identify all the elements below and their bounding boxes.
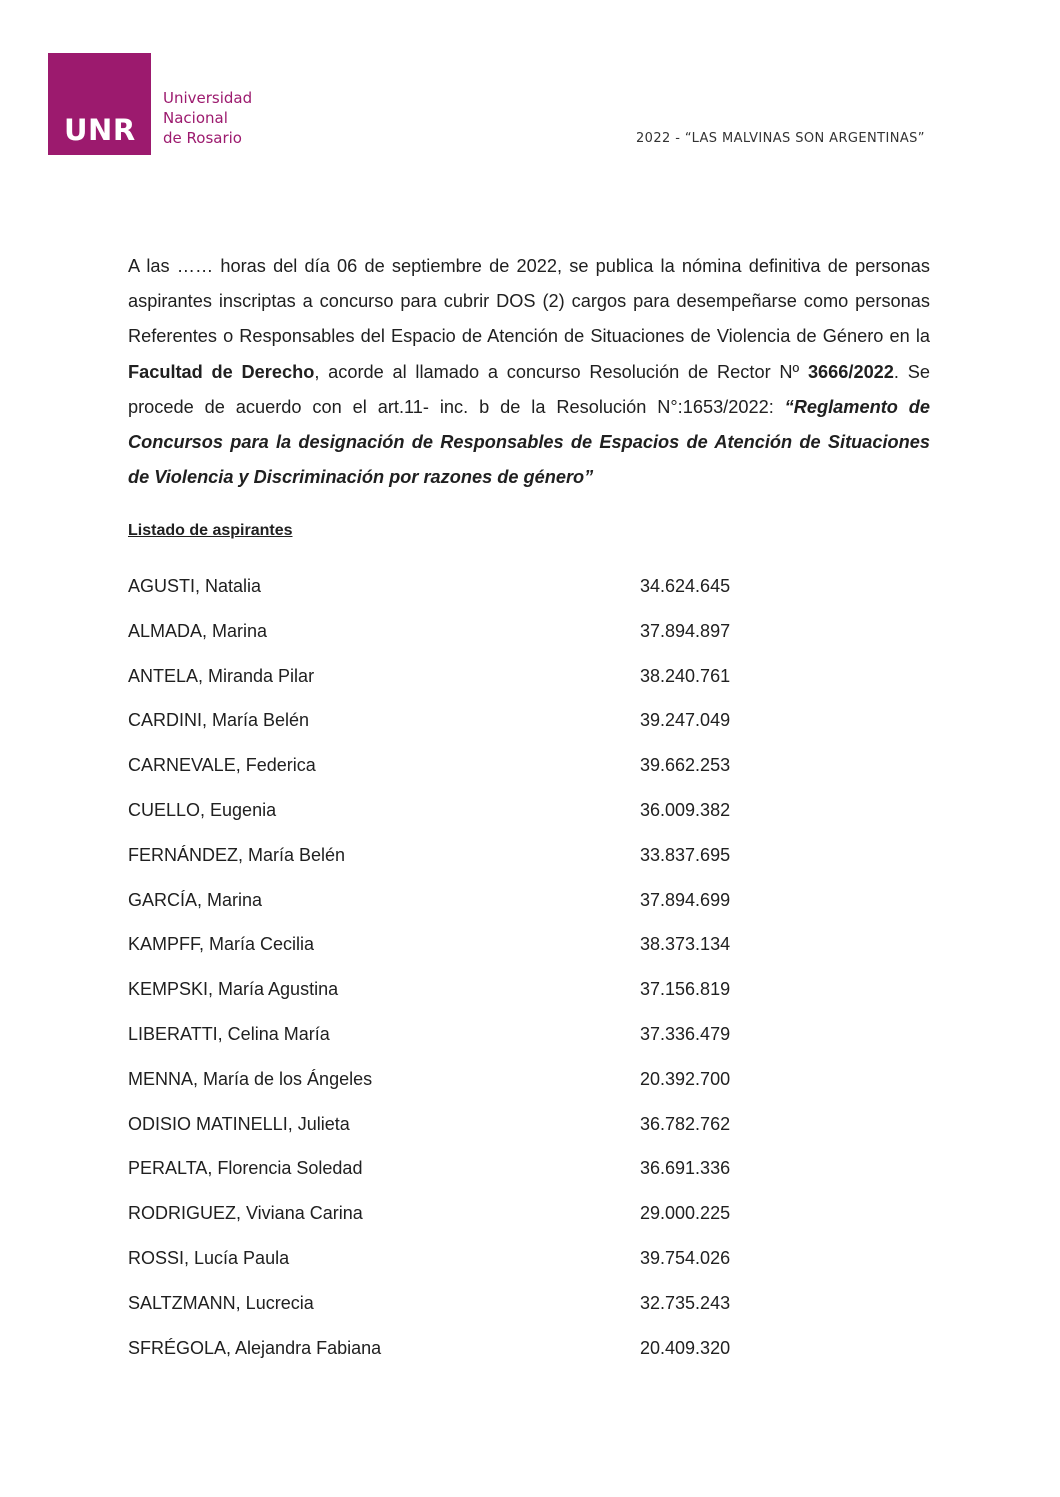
applicant-id: 39.247.049 — [640, 710, 731, 731]
list-item — [128, 885, 828, 930]
applicant-id: 33.837.695 — [640, 844, 731, 865]
applicant-id: 20.409.320 — [640, 1337, 731, 1358]
list-item — [128, 795, 828, 840]
applicant-name: LIBERATTI, Celina María — [128, 1023, 330, 1044]
applicant-name: KEMPSKI, María Agustina — [128, 979, 339, 1000]
applicant-name: KAMPFF, María Cecilia — [128, 934, 315, 955]
resolution-number: 3666/2022 — [807, 361, 894, 382]
header-motto: 2022 - “LAS MALVINAS SON ARGENTINAS” — [636, 131, 925, 146]
applicant-name: CARNEVALE, Federica — [128, 755, 316, 776]
applicant-id: 37.156.819 — [640, 979, 731, 1000]
applicant-name: SFRÉGOLA, Alejandra Fabiana — [128, 1337, 382, 1358]
faculty-name: Facultad de Derecho — [128, 361, 315, 382]
unr-logo — [48, 53, 151, 155]
university-name-line-3: de Rosario — [163, 129, 242, 147]
list-item — [128, 661, 828, 706]
logo-text: UNR — [64, 113, 136, 147]
paragraph-part-2: , acorde al llamado a concurso Resolución de Rector Nº — [314, 361, 808, 382]
applicant-id: 37.336.479 — [640, 1023, 731, 1044]
applicant-name: ROSSI, Lucía Paula — [128, 1247, 290, 1268]
university-name-line-2: Nacional — [163, 109, 228, 127]
list-item — [128, 705, 828, 750]
applicant-name: CARDINI, María Belén — [128, 710, 310, 731]
list-item — [128, 750, 828, 795]
applicant-id: 37.894.897 — [640, 620, 731, 641]
list-item — [128, 974, 828, 1019]
applicants-list — [128, 571, 828, 1377]
applicant-id: 36.009.382 — [640, 799, 731, 820]
applicant-id: 36.691.336 — [640, 1158, 731, 1179]
applicant-name: AGUSTI, Natalia — [128, 576, 262, 596]
list-item — [128, 1109, 828, 1154]
applicant-name: ODISIO MATINELLI, Julieta — [128, 1113, 350, 1134]
list-item — [128, 571, 828, 616]
applicant-id: 32.735.243 — [640, 1292, 731, 1313]
applicant-name: SALTZMANN, Lucrecia — [128, 1292, 314, 1313]
list-item — [128, 1153, 828, 1198]
regulation-title: “Reglamento de Concursos para la designación de Responsables de Espacios de Atención de Situaciones de Violencia y Discriminación por razones de género” — [128, 396, 930, 488]
list-title: Listado de aspirantes — [128, 522, 293, 539]
applicant-id: 39.662.253 — [640, 755, 731, 776]
applicant-name: MENNA, María de los Ángeles — [128, 1068, 373, 1089]
applicant-name: RODRIGUEZ, Viviana Carina — [128, 1203, 363, 1224]
applicant-id: 37.894.699 — [640, 889, 731, 910]
applicant-name: CUELLO, Eugenia — [128, 799, 277, 820]
applicant-name: GARCÍA, Marina — [128, 889, 263, 910]
list-item — [128, 1333, 828, 1378]
list-item — [128, 1019, 828, 1064]
applicant-id: 38.240.761 — [640, 665, 731, 686]
applicant-id: 38.373.134 — [640, 934, 731, 955]
applicant-name: ANTELA, Miranda Pilar — [128, 665, 315, 686]
applicant-id: 20.392.700 — [640, 1068, 731, 1089]
university-name-line-1: Universidad — [163, 89, 253, 107]
list-item — [128, 929, 828, 974]
university-name — [163, 88, 252, 148]
applicant-id: 34.624.645 — [640, 576, 731, 596]
paragraph-part-1: A las …… horas del día 06 de septiembre de 2022, se publica la nómina definitiva de personas aspirantes inscriptas a concurso para cubrir DOS (2) cargos para desempeñarse como personas Referentes o Responsables del Espacio de Atención de Situaciones de Violencia de Género en la — [128, 256, 930, 347]
applicant-id: 39.754.026 — [640, 1247, 731, 1268]
announcement-paragraph — [128, 249, 930, 495]
list-item — [128, 840, 828, 885]
applicant-name: ALMADA, Marina — [128, 620, 268, 641]
list-item — [128, 1288, 828, 1333]
list-item — [128, 616, 828, 661]
paragraph-part-3: . Se procede de acuerdo con el art.11- inc. b de la Resolución N°:1653/2022: — [128, 361, 930, 417]
applicant-name: FERNÁNDEZ, María Belén — [128, 844, 346, 865]
list-item — [128, 1198, 828, 1243]
applicant-id: 36.782.762 — [640, 1113, 731, 1134]
list-item — [128, 1064, 828, 1109]
applicant-name: PERALTA, Florencia Soledad — [128, 1158, 363, 1179]
list-item — [128, 1243, 828, 1288]
applicant-id: 29.000.225 — [640, 1203, 731, 1224]
